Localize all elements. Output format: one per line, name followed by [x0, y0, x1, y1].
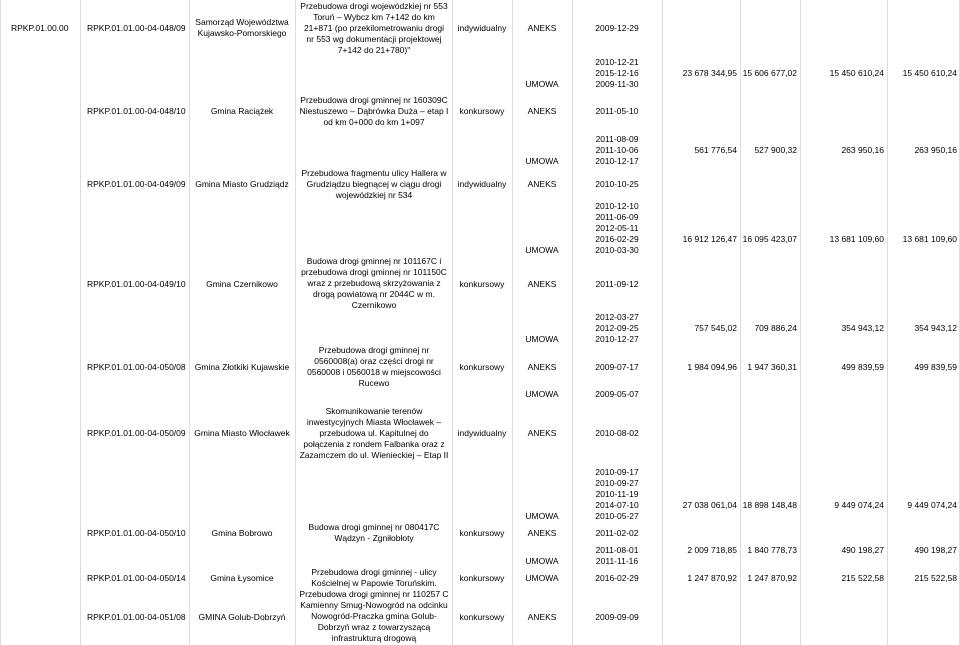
date: 2010-12-10 — [595, 201, 639, 211]
project-code: RPKP.01.01.00-04-051/08 — [87, 612, 186, 622]
date: 2010-12-21 — [595, 57, 639, 67]
date: 2010-09-17 — [595, 467, 639, 477]
document-type: UMOWA — [525, 245, 559, 255]
total-value: 27 038 061,04 — [682, 500, 737, 510]
date: 2009-11-30 — [595, 79, 639, 89]
eligible-cost: 1 247 870,92 — [747, 573, 797, 583]
total-value: 16 912 126,47 — [682, 234, 737, 244]
date: 2011-10-06 — [595, 145, 639, 155]
total-value: 757 545,02 — [694, 323, 737, 333]
beneficiary: Gmina Łysomice — [210, 573, 274, 583]
project-title: Przebudowa fragmentu ulicy Hallera w Grudziądzu biegnącej w ciągu drogi wojewódzkiej nr 534 — [301, 168, 447, 200]
beneficiary: Gmina Raciążek — [210, 106, 274, 116]
project-title: Budowa drogi gminnej nr 101167C i przebudowa drogi gminnej nr 101150C wraz z przebudową skrzyżowania z drogą powiatową nr 2044C w m. Czernikowo — [301, 256, 447, 310]
beneficiary: Gmina Miasto Włocławek — [194, 428, 290, 438]
beneficiary: GMINA Golub-Dobrzyń — [198, 612, 286, 622]
total-value: 2 009 718,85 — [687, 545, 737, 555]
project-title: Przebudowa drogi gminnej nr 0560008(a) oraz części drogi nr 0560008 i 0560018 w miejscowości Rucewo — [307, 345, 441, 388]
document-date: 2011-05-10 — [595, 106, 639, 116]
beneficiary: Samorząd Województwa Kujawsko-Pomorskiego — [195, 17, 289, 38]
date: 2009-05-07 — [595, 389, 639, 399]
document-type: ANEKS — [527, 279, 557, 289]
document-type: ANEKS — [527, 612, 557, 622]
subsidy-amount: 215 522,58 — [841, 573, 884, 583]
document-type: UMOWA — [525, 511, 559, 521]
date: 2012-09-25 — [595, 323, 639, 333]
document-type: ANEKS — [527, 23, 557, 33]
selection-mode: konkursowy — [459, 528, 505, 538]
document-type: UMOWA — [525, 156, 559, 166]
subsidy-efrr: 490 198,27 — [914, 545, 957, 555]
eligible-cost: 527 900,32 — [754, 145, 797, 155]
date: 2010-12-17 — [595, 156, 639, 166]
beneficiary: Gmina Miasto Grudziądz — [195, 179, 289, 189]
subsidy-efrr: 263 950,16 — [914, 145, 957, 155]
selection-mode: konkursowy — [459, 279, 505, 289]
date: 2016-02-29 — [595, 234, 639, 244]
eligible-cost: 16 095 423,07 — [742, 234, 797, 244]
selection-mode: konkursowy — [459, 106, 505, 116]
document-type: UMOWA — [525, 79, 559, 89]
total-value: 1 247 870,92 — [687, 573, 737, 583]
date: 2011-08-01 — [595, 545, 639, 555]
date: 2011-11-16 — [595, 556, 639, 566]
document-date: 2011-02-02 — [595, 528, 639, 538]
selection-mode: indywidualny — [457, 23, 507, 33]
date: 2015-12-16 — [595, 68, 639, 78]
document-date: 2009-09-09 — [595, 612, 639, 622]
document-type: ANEKS — [527, 179, 557, 189]
date: 2010-12-27 — [595, 334, 639, 344]
project-title: Skomunikowanie terenów inwestycyjnych Miasta Włocławek – przebudowa ul. Kapitulnej do połączenia z rondem Falbanka oraz z Zazamczem do ul. Wienieckiej – Etap II — [299, 406, 449, 460]
selection-mode: indywidualny — [457, 179, 507, 189]
date: 2011-06-09 — [595, 212, 639, 222]
top-left-code: RPKP.01.00.00 — [11, 23, 69, 33]
subsidy-amount: 13 681 109,60 — [829, 234, 884, 244]
document-type: ANEKS — [527, 428, 557, 438]
subsidy-amount: 499 839,59 — [841, 362, 884, 372]
document-type: UMOWA — [525, 556, 559, 566]
total-value: 1 984 094,96 — [687, 362, 737, 372]
project-code: RPKP.01.01.00-04-049/10 — [87, 279, 186, 289]
subsidy-efrr: 15 450 610,24 — [902, 68, 957, 78]
beneficiary: Gmina Złotkiki Kujawskie — [194, 362, 290, 372]
subsidy-efrr: 13 681 109,60 — [902, 234, 957, 244]
document-date: 2010-08-02 — [595, 428, 639, 438]
date: 2012-03-27 — [595, 312, 639, 322]
project-title: Przebudowa drogi gminnej nr 110257 C Kamienny Smug-Nowogród na odcinku Nowogród-Praczka gmina Golub-Dobrzyń wraz z towarzyszącą infrastrukturą drogową — [299, 589, 449, 643]
document-date: 2010-10-25 — [595, 179, 639, 189]
project-code: RPKP.01.01.00-04-048/09 — [87, 23, 186, 33]
document-type: ANEKS — [527, 528, 557, 538]
project-title: Przebudowa drogi gminnej nr 160309C Niestuszewo – Dąbrówka Duża – etap I od km 0+000 do km 1+097 — [299, 95, 449, 127]
subsidy-efrr: 499 839,59 — [914, 362, 957, 372]
project-code: RPKP.01.01.00-04-050/09 — [87, 428, 186, 438]
subsidy-efrr: 354 943,12 — [914, 323, 957, 333]
subsidy-amount: 9 449 074,24 — [834, 500, 884, 510]
document-type: UMOWA — [525, 573, 559, 583]
beneficiary: Gmina Bobrowo — [211, 528, 273, 538]
subsidy-efrr: 215 522,58 — [914, 573, 957, 583]
date: 2010-09-27 — [595, 478, 639, 488]
total-value: 561 776,54 — [694, 145, 737, 155]
project-code: RPKP.01.01.00-04-050/08 — [87, 362, 186, 372]
project-code: RPKP.01.01.00-04-048/10 — [87, 106, 186, 116]
document-date: 2009-07-17 — [595, 362, 639, 372]
eligible-cost: 18 898 148,48 — [742, 500, 797, 510]
total-value: 23 678 344,95 — [682, 68, 737, 78]
subsidy-amount: 15 450 610,24 — [829, 68, 884, 78]
document-date: 2009-12-29 — [595, 23, 639, 33]
selection-mode: konkursowy — [459, 612, 505, 622]
date: 2012-05-11 — [595, 223, 639, 233]
selection-mode: konkursowy — [459, 362, 505, 372]
date: 2014-07-10 — [595, 500, 639, 510]
subsidy-amount: 263 950,16 — [841, 145, 884, 155]
eligible-cost: 15 606 677,02 — [742, 68, 797, 78]
date: 2010-05-27 — [595, 511, 639, 521]
project-title: Przebudowa drogi wojewódzkiej nr 553 Toruń – Wybcz km 7+142 do km 21+871 (po przekilometrowaniu drogi nr 553 wg dokumentacji projektowej 7+142 do 21+780)" — [300, 1, 448, 55]
project-title: Przebudowa drogi gminnej - ulicy Kościelnej w Papowie Toruńskim. — [311, 567, 437, 588]
date: 2010-11-19 — [595, 489, 639, 499]
subsidy-efrr: 9 449 074,24 — [907, 500, 957, 510]
project-code: RPKP.01.01.00-04-049/09 — [87, 179, 186, 189]
date: 2010-03-30 — [595, 245, 639, 255]
document-date: 2016-02-29 — [595, 573, 639, 583]
document-type: UMOWA — [525, 334, 559, 344]
document-date: 2011-09-12 — [595, 279, 639, 289]
selection-mode: indywidualny — [457, 428, 507, 438]
subsidy-amount: 354 943,12 — [841, 323, 884, 333]
subsidy-amount: 490 198,27 — [841, 545, 884, 555]
eligible-cost: 1 840 778,73 — [747, 545, 797, 555]
document-type: ANEKS — [527, 106, 557, 116]
project-title: Budowa drogi gminnej nr 080417C Wądzyn - Zgniłobłoty — [308, 522, 440, 543]
beneficiary: Gmina Czernikowo — [206, 279, 278, 289]
date: 2011-08-09 — [595, 134, 639, 144]
document-type: UMOWA — [525, 389, 559, 399]
project-code: RPKP.01.01.00-04-050/14 — [87, 573, 186, 583]
document-type: ANEKS — [527, 362, 557, 372]
selection-mode: konkursowy — [459, 573, 505, 583]
eligible-cost: 709 886,24 — [754, 323, 797, 333]
eligible-cost: 1 947 360,31 — [747, 362, 797, 372]
project-code: RPKP.01.01.00-04-050/10 — [87, 528, 186, 538]
